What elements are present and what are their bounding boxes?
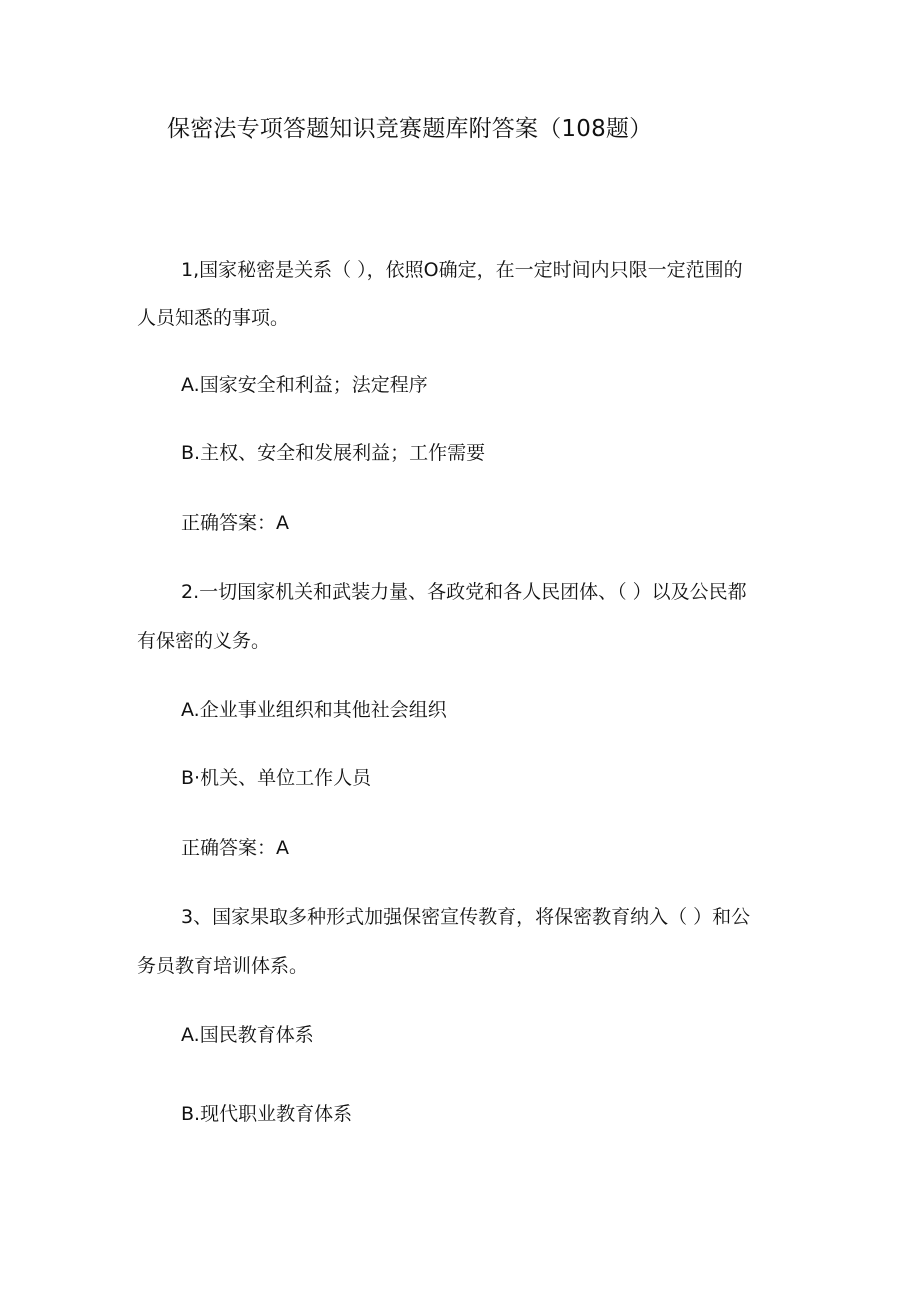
question-3-option-a: A.国民教育体系 — [181, 1024, 314, 1046]
question-2-option-b: B·机关、单位工作人员 — [181, 767, 372, 789]
question-1-option-a: A.国家安全和利益；法定程序 — [181, 374, 428, 396]
question-2-answer: 正确答案：A — [181, 837, 289, 859]
question-3-option-b: B.现代职业教育体系 — [181, 1103, 353, 1125]
question-3-line-2: 务员教育培训体系。 — [137, 955, 309, 977]
question-1-answer: 正确答案：A — [181, 512, 289, 534]
question-2-line-2: 有保密的义务。 — [137, 630, 271, 652]
question-1-option-b: B.主权、安全和发展利益；工作需要 — [181, 442, 486, 464]
question-1-line-1: 1,国家秘密是关系（ ），依照O确定，在一定时间内只限一定范围的 — [181, 259, 743, 281]
page-title: 保密法专项答题知识竞赛题库附答案（108题） — [167, 116, 653, 142]
question-3-line-1: 3、国家果取多种形式加强保密宣传教育，将保密教育纳入（ ）和公 — [181, 906, 751, 928]
question-2-option-a: A.企业事业组织和其他社会组织 — [181, 699, 447, 721]
question-1-line-2: 人员知悉的事项。 — [137, 307, 290, 329]
question-2-line-1: 2.一切国家机关和武装力量、各政党和各人民团体、（ ）以及公民都 — [181, 581, 747, 603]
